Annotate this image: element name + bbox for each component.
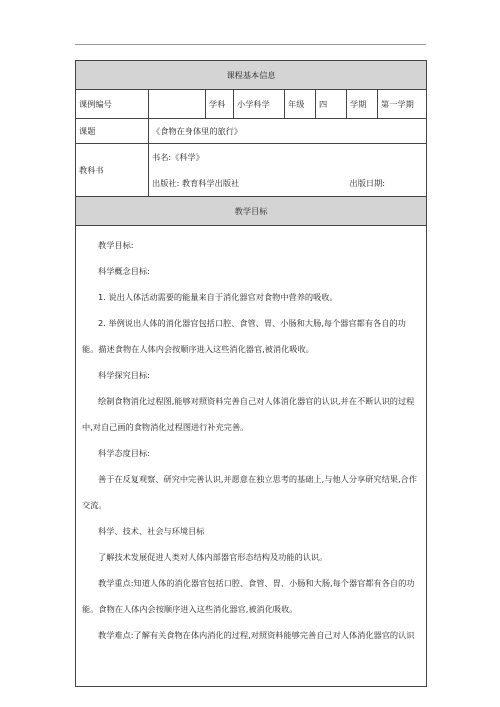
section-title-basic-info: 课程基本信息 bbox=[76, 61, 427, 90]
textbook-publish-date: 出版日期: bbox=[349, 178, 386, 188]
paragraph: 科学态度目标: bbox=[98, 448, 150, 458]
topic-label: 课题 bbox=[76, 119, 149, 144]
paragraph: 1. 说出人体活动需要的能量来自于消化器官对食物中营养的吸收。 bbox=[98, 292, 338, 302]
top-rule bbox=[75, 44, 426, 45]
subject-label: 学科 bbox=[206, 90, 234, 119]
course-info-table bbox=[75, 60, 427, 687]
paragraph: 2. 举例说出人体的消化器官包括口腔、食管、胃、小肠和大肠,每个器官都有各自的功能。描述食物在人体内会按顺序进入这些消化器官,被消化吸收。 bbox=[82, 318, 406, 354]
term-label: 学期 bbox=[347, 90, 378, 119]
paragraph: 教学难点:了解有关食物在体内消化的过程,对照资料能够完善自己对人体消化器官的认识 bbox=[98, 630, 415, 640]
textbook-name: 书名:《科学》 bbox=[152, 152, 204, 162]
paragraph: 科学、技术、社会与环境目标 bbox=[98, 526, 205, 536]
term-value: 第一学期 bbox=[378, 90, 427, 119]
grade-label: 年级 bbox=[285, 90, 316, 119]
textbook-label: 教科书 bbox=[76, 144, 149, 197]
textbook-details bbox=[149, 144, 427, 197]
textbook-publisher: 出版社: 教育科学出版社 bbox=[152, 178, 240, 188]
case-no-value bbox=[149, 90, 206, 119]
objectives-body bbox=[76, 226, 427, 687]
paragraph: 善于在反复观察、研究中完善认识,并愿意在独立思考的基础上,与他人分享研究结果,合作交流。 bbox=[82, 474, 417, 510]
paragraph: 绘制食物消化过程图,能够对照资料完善自己对人体消化器官的认识,并在不断认识的过程中,对自己画的食物消化过程图进行补充完善。 bbox=[82, 396, 415, 432]
case-no-label: 课例编号 bbox=[76, 90, 149, 119]
topic-value: 《食物在身体里的旅行》 bbox=[149, 119, 427, 144]
grade-value: 四 bbox=[316, 90, 347, 119]
paragraph: 了解技术发展促进人类对人体内部器官形态结构及功能的认识。 bbox=[98, 552, 328, 562]
paragraph: 科学概念目标: bbox=[98, 266, 150, 276]
paragraph: 科学探究目标: bbox=[98, 370, 150, 380]
subject-value: 小学科学 bbox=[234, 90, 285, 119]
paragraph: 教学目标: bbox=[98, 240, 134, 250]
section-title-objectives: 教学目标 bbox=[76, 197, 427, 226]
paragraph: 教学重点:知道人体的消化器官包括口腔、食管、胃、小肠和大肠,每个器官都有各自的功能。食物在人体内会按顺序进入这些消化器官,被消化吸收。 bbox=[82, 578, 415, 614]
